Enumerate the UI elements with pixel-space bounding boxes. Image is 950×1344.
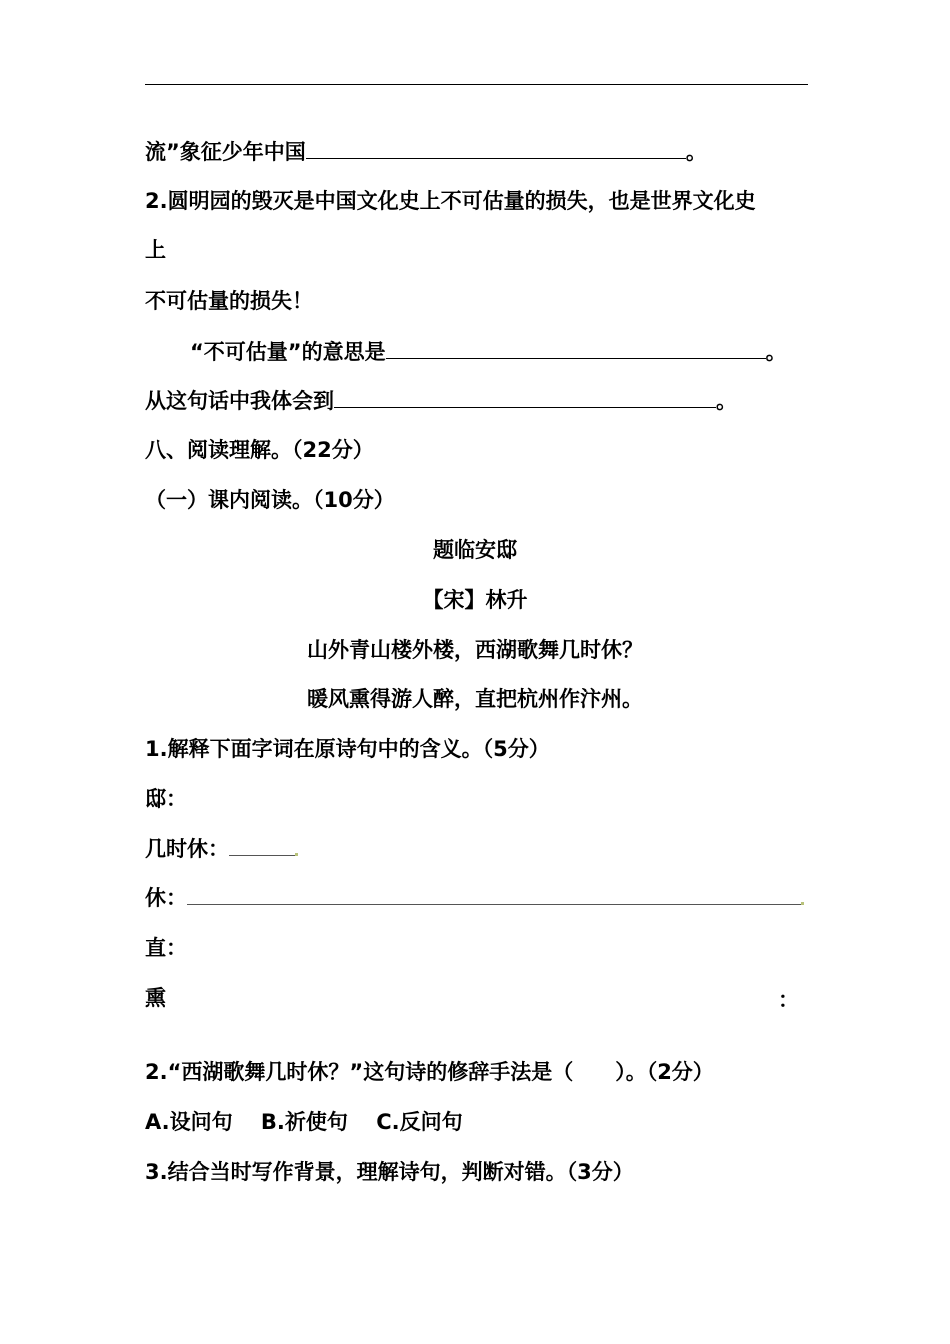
line-end: 。 [765,340,787,364]
answer-blank[interactable] [306,138,686,159]
word-label: 几时休： [145,837,229,861]
line-shaonian [145,138,707,166]
answer-blank[interactable] [187,884,801,905]
answer-blank[interactable] [229,835,295,856]
section-8-1-heading: （一）课内阅读。（10分） [145,488,395,512]
poem-line-2: 暖风熏得游人醉，直把杭州作汴州。 [307,687,643,711]
line-text: 流”象征少年中国 [145,140,306,164]
poem-author: 【宋】林升 [422,588,528,612]
word-jishixiu [145,835,298,863]
word-xiu [145,884,804,912]
question-2-continued: 上 [145,238,166,262]
line-meaning [190,338,787,366]
line-end: 。 [716,389,737,413]
question-2-options: A.设问句 B.祈使句 C.反问句 [145,1110,463,1134]
question-2-continued-2: 不可估量的损失！ [145,289,313,313]
line-text: 从这句话中我体会到 [145,389,334,413]
answer-blank[interactable] [334,387,716,408]
question-3: 3.结合当时写作背景，理解诗句，判断对错。（3分） [145,1160,634,1184]
dot-mark [295,853,298,856]
answer-blank[interactable] [386,338,766,359]
word-zhi: 直： [145,936,187,960]
line-end: 。 [685,140,707,164]
word-di: 邸： [145,787,187,811]
poem-title: 题临安邸 [433,538,517,562]
line-understanding [145,387,737,415]
answer-line-top [145,84,808,85]
poem-line-1: 山外青山楼外楼，西湖歌舞几时休？ [307,638,643,662]
word-xun-colon: ： [778,988,799,1012]
word-label: 休： [145,886,187,910]
line-text: “不可估量”的意思是 [190,340,386,364]
question-2-text: 2.圆明园的毁灭是中国文化史上不可估量的损失，也是世界文化史 [145,189,756,213]
dot-mark [801,902,804,905]
word-xun: 熏 [145,986,166,1010]
section-8-heading: 八、阅读理解。（22分） [145,438,374,462]
question-1: 1.解释下面字词在原诗句中的含义。（5分） [145,737,550,761]
question-2: 2.“西湖歌舞几时休？”这句诗的修辞手法是（ ）。（2分） [145,1060,714,1084]
